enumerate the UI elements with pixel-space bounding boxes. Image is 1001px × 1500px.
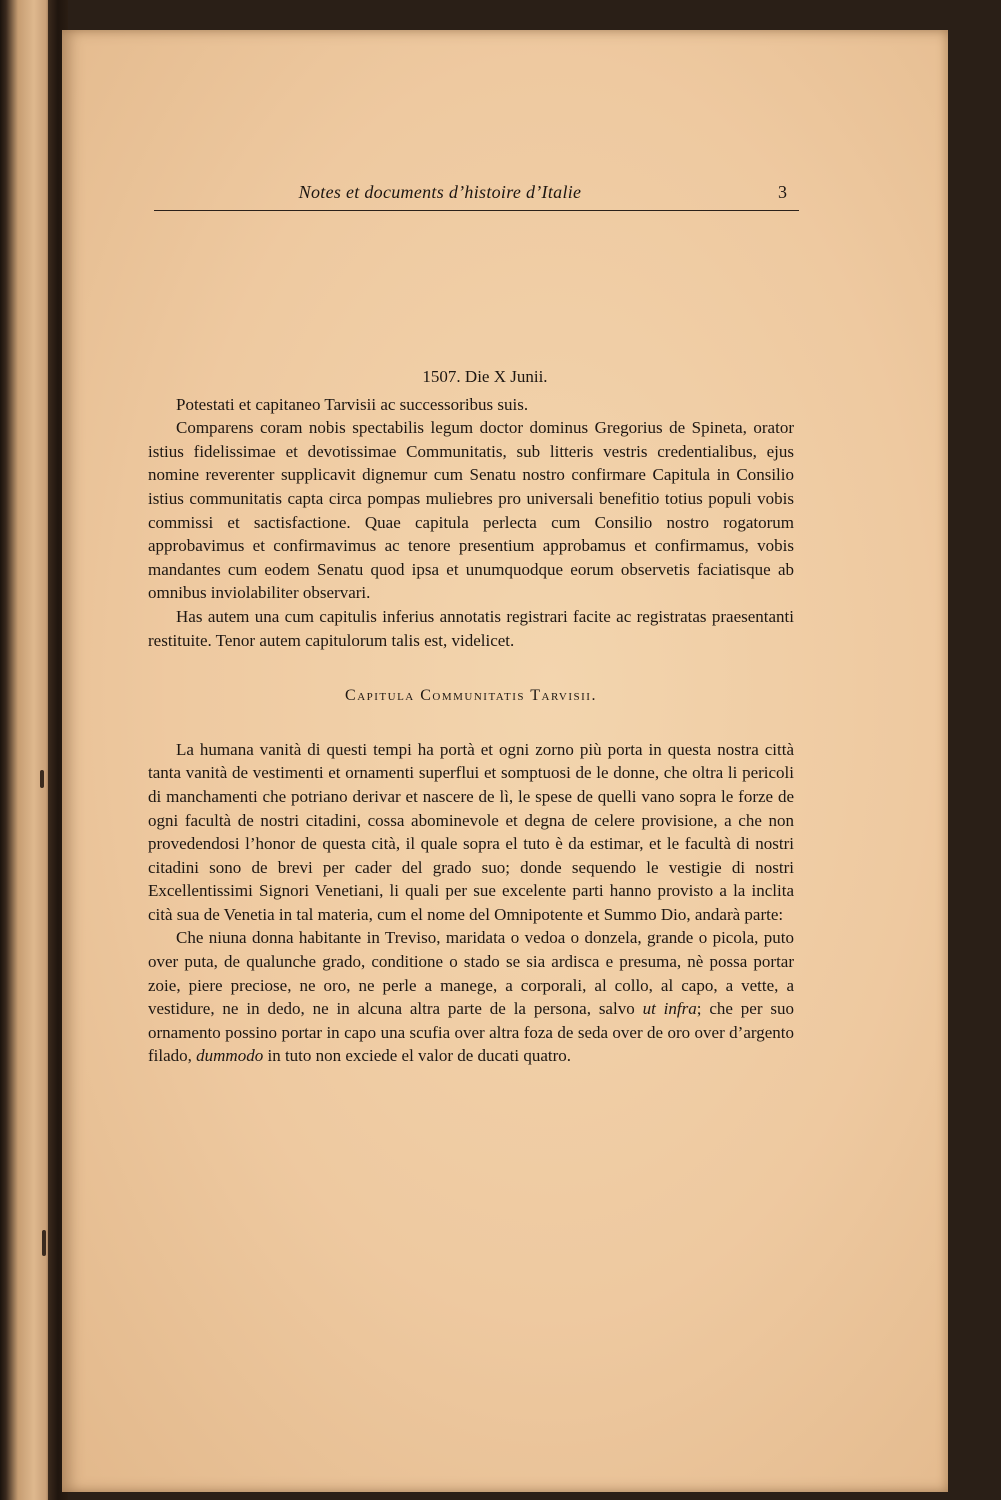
chapter-heading: Capitula Communitatis Tarvisii. (345, 687, 597, 705)
italian-paragraph: La humana vanità di questi tempi ha portà et ogni zorno più porta in questa nostra città tanta vanità de vestimenti et ornamenti superflui et somptuosi de le donne, che oltra li pericoli di manchamenti che potriano derivar et nascere de lì, le spese de quelli vano sopra le forze de ogni facultà de nostri citadini, cossa abominevole et degna de celere provisione, a che non provedendosi l’honor de questa cità, il quale sopra el tuto è da estimar, et le facultà di nostri citadini sono de brevi per cader del grado suo; donde sequendo le vestigie di nostri Excellentissimi Signori Venetiani, li quali per sue excelente parti hanno provisto a la inclita cità sua de Venetia in tal materia, cum el nome del Omnipotente et Summo Dio, andarà parte: (148, 739, 794, 924)
facing-page-edge (0, 0, 52, 1500)
binding-mark (42, 1230, 46, 1256)
italic-word: dummodo (196, 1046, 264, 1066)
running-head-title: Notes et documents d’histoire d’Italie (298, 182, 582, 202)
document-body (148, 365, 794, 1068)
italian-paragraph-last (148, 926, 794, 1068)
binding-mark (40, 770, 44, 788)
page-number: 3 (778, 182, 787, 202)
paragraph-text: Che niuna donna habitante in Treviso, maridata o vedoa o donzela, grande o picola, puto over puta, de qualunche grado, conditione o stado se sia ardisca e presuma, nè possa portar zoie, piere preciose, ne oro, ne perle a manege, a corporali, al collo, al capo, a vette, a vestidure, ne in dedo, ne in alcuna altra parte de la persona, salvo (148, 928, 794, 1019)
italic-phrase: ut infra (642, 999, 697, 1019)
latin-paragraph: Has autem una cum capitulis inferius annotatis registrari facite ac registratas praesentanti restituite. Tenor autem capitulorum talis est, videlicet. (148, 606, 794, 650)
date-line: 1507. Die X Junii. (422, 367, 548, 386)
paragraph-text: ; che per suo ornamento possino portar in capo una scufia over altra foza de seda over de oro over d’argento filado, (148, 999, 795, 1066)
paragraph-text: in tuto non exciede el valor de ducati quatro. (263, 1046, 572, 1066)
latin-paragraph: Comparens coram nobis spectabilis legum doctor dominus Gregorius de Spineta, orator istius fidelissimae et devotissimae Communitatis, sub litteris vestris credentialibus, ejus nomine reverenter supplicavit dignemur cum Senatu nostro confirmare Capitula in Consilio istius communitatis capta circa pompas muliebres pro universali benefitio totius populi vobis commissi et sactisfactione. Quae capitula perlecta cum Consilio nostro rogatorum approbavimus et confirmavimus ac tenore presentium approbamus et confirmamus, vobis mandantes cum eodem Senatu quod ipsa et unumquodque eorum observetis faciatisque ab omnibus inviolabiliter observari. (148, 418, 794, 603)
address-line: Potestati et capitaneo Tarvisii ac successoribus suis. (176, 394, 529, 414)
running-head (154, 180, 799, 211)
book-page (62, 30, 948, 1492)
